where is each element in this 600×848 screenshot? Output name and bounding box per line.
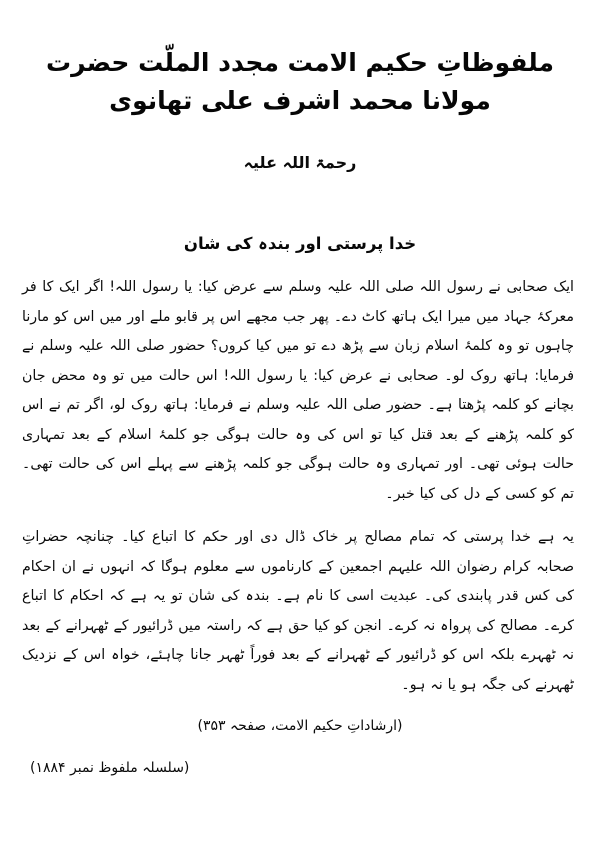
- document-title: ملفوظاتِ حکیم الامت مجدد الملّت حضرت مولانا محمد اشرف علی تھانوی: [46, 48, 554, 115]
- title-block: [0, 0, 600, 172]
- document-subtitle: رحمۃ اللہ علیہ: [243, 153, 357, 172]
- citation-source: (ارشاداتِ حکیم الامت، صفحہ ۳۵۳): [197, 718, 403, 735]
- body-content: [0, 273, 600, 700]
- citation-serial-number: (سلسلہ ملفوظ نمبر ۱۸۸۴): [30, 760, 190, 777]
- section-heading: خدا پرستی اور بندہ کی شان: [183, 234, 417, 253]
- paragraph-narration: ایک صحابی نے رسول اللہ صلی اللہ علیہ وسلم سے عرض کیا: یا رسول اللہ! اگر ایک کا فر معرکۂ جہاد میں میرا ایک ہاتھ کاٹ دے۔ پھر جب مجھے اس پر قابو ملے اور میں اس کو مارنا چاہوں تو وہ کلمۂ اسلام زبان سے پڑھ دے تو میں کیا کروں؟ حضور صلی اللہ علیہ وسلم نے فرمایا: ہاتھ روک لو۔ صحابی نے عرض کیا: یا رسول اللہ! اس حالت میں تو وہ محض جان بچانے کو کلمہ پڑھتا ہے۔ حضور صلی اللہ علیہ وسلم نے فرمایا: ہاتھ روک لو، اگر تم نے اس کو کلمہ پڑھنے کے بعد قتل کیا تو اس کی وہ حالت ہوگی جو کلمۂ اسلام کے بعد تمہاری حالت ہوئی تھی۔ اور تمہاری وہ حالت ہوگی جو کلمہ پڑھنے سے پہلے اس کی حالت تھی۔ تم کو کسی کے دل کی کیا خبر۔: [22, 279, 574, 502]
- paragraph-commentary: یہ ہے خدا پرستی کہ تمام مصالح پر خاک ڈال دی اور حکم کا اتباع کیا۔ چنانچہ حضراتِ صحابہ کرام رضوان اللہ علیہم اجمعین کے کارناموں سے معلوم ہوگا کہ انہوں نے ان احکام کی کس قدر پابندی کی۔ عبدیت اسی کا نام ہے۔ بندہ کی شان تو یہ ہے کہ احکام کا اتباع کرے۔ مصالح کی پرواہ نہ کرے۔ انجن کو کیا حق ہے کہ راستہ میں ڈرائیور کے ٹھہرانے کے بعد نہ ٹھہرے بلکہ اس کو ڈرائیور کے ٹھہرانے کے بعد فوراً ٹھہر جانا چاہئے، خواہ اس کے نزدیک ٹھہرنے کی جگہ ہو یا نہ ہو۔: [22, 529, 574, 693]
